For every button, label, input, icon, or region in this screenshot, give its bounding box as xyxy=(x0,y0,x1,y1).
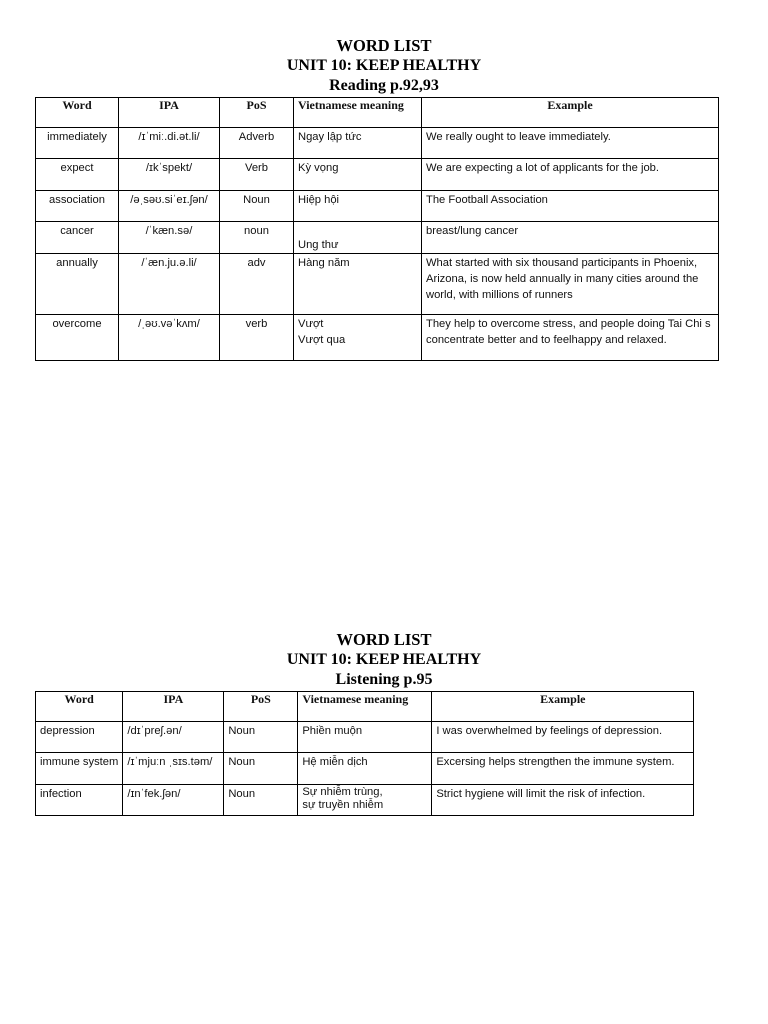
reading-word-table xyxy=(35,97,719,361)
pos-cell: Noun xyxy=(224,722,298,753)
example-cell: breast/lung cancer xyxy=(422,222,719,254)
header-word: Word xyxy=(36,692,123,722)
pos-cell: noun xyxy=(220,222,294,254)
word-cell: association xyxy=(36,191,119,222)
pos-cell: verb xyxy=(220,315,294,361)
meaning-cell: Ngay lập tức xyxy=(294,128,422,159)
table-row xyxy=(36,222,719,254)
header-pos: PoS xyxy=(224,692,298,722)
ipa-cell: /ˈkæn.sə/ xyxy=(119,222,220,254)
word-list-title: WORD LIST xyxy=(336,36,432,55)
header-example: Example xyxy=(432,692,694,722)
header-example: Example xyxy=(422,98,719,128)
meaning-cell: Phiền muộn xyxy=(298,722,432,753)
table-row xyxy=(36,722,694,753)
ipa-cell: /ɪˈmiː.di.ət.li/ xyxy=(119,128,220,159)
word-cell: expect xyxy=(36,159,119,191)
ipa-cell: /ɪˈmjuːn ˌsɪs.təm/ xyxy=(123,753,224,785)
pos-cell: Adverb xyxy=(220,128,294,159)
table-header-row xyxy=(36,98,719,128)
meaning-cell: Kỳ vọng xyxy=(294,159,422,191)
ipa-cell: /ˈæn.ju.ə.li/ xyxy=(119,254,220,315)
ipa-cell: /ɪkˈspekt/ xyxy=(119,159,220,191)
example-cell: Strict hygiene will limit the risk of infection. xyxy=(432,785,694,816)
header-ipa: IPA xyxy=(123,692,224,722)
table-row xyxy=(36,254,719,315)
pos-cell: Noun xyxy=(224,785,298,816)
word-cell: immune system xyxy=(36,753,123,785)
meaning-cell: Hàng năm xyxy=(294,254,422,315)
header-vietnamese-meaning: Vietnamese meaning xyxy=(294,98,422,128)
example-cell: Excersing helps strengthen the immune system. xyxy=(432,753,694,785)
table-row xyxy=(36,315,719,361)
word-cell: infection xyxy=(36,785,123,816)
pos-cell: Noun xyxy=(224,753,298,785)
example-cell: What started with six thousand participants in Phoenix, Arizona, is now held annually in many cities around the world, with millions of runners xyxy=(422,254,719,315)
word-cell: overcome xyxy=(36,315,119,361)
table-header-row xyxy=(36,692,694,722)
table-row xyxy=(36,753,694,785)
unit-title: UNIT 10: KEEP HEALTHY xyxy=(286,57,482,74)
header-vietnamese-meaning: Vietnamese meaning xyxy=(298,692,432,722)
example-cell: They help to overcome stress, and people doing Tai Chi s concentrate better and to feelhappy and relaxed. xyxy=(422,315,719,361)
meaning-cell: Hiệp hội xyxy=(294,191,422,222)
header-pos: PoS xyxy=(220,98,294,128)
listening-section-heading xyxy=(0,630,768,690)
header-ipa: IPA xyxy=(119,98,220,128)
example-cell: We really ought to leave immediately. xyxy=(422,128,719,159)
word-cell: annually xyxy=(36,254,119,315)
unit-title: UNIT 10: KEEP HEALTHY xyxy=(286,651,482,668)
table-row xyxy=(36,159,719,191)
pos-cell: Verb xyxy=(220,159,294,191)
ipa-cell: /dɪˈpreʃ.ən/ xyxy=(123,722,224,753)
example-cell: I was overwhelmed by feelings of depression. xyxy=(432,722,694,753)
reading-section-heading xyxy=(0,36,768,96)
example-cell: We are expecting a lot of applicants for the job. xyxy=(422,159,719,191)
listening-word-table xyxy=(35,691,694,816)
word-list-title: WORD LIST xyxy=(336,630,432,649)
ipa-cell: /ɪnˈfek.ʃən/ xyxy=(123,785,224,816)
word-cell: depression xyxy=(36,722,123,753)
word-cell: cancer xyxy=(36,222,119,254)
meaning-cell xyxy=(298,785,432,816)
word-cell: immediately xyxy=(36,128,119,159)
pos-cell: Noun xyxy=(220,191,294,222)
meaning-line-1: Vượt xyxy=(298,318,324,330)
pos-cell: adv xyxy=(220,254,294,315)
section-subtitle: Listening p.95 xyxy=(335,671,433,688)
meaning-cell xyxy=(294,315,422,361)
meaning-line-1: Sự nhiễm trùng, xyxy=(302,786,383,798)
meaning-line-2: sự truyền nhiễm xyxy=(302,799,384,811)
meaning-cell: Hệ miễn dịch xyxy=(298,753,432,785)
ipa-cell: /əˌsəʊ.siˈeɪ.ʃən/ xyxy=(119,191,220,222)
meaning-cell: Ung thư xyxy=(294,222,422,254)
table-row xyxy=(36,128,719,159)
ipa-cell: /ˌəʊ.vəˈkʌm/ xyxy=(119,315,220,361)
example-cell: The Football Association xyxy=(422,191,719,222)
meaning-line-2: Vượt qua xyxy=(298,334,346,346)
header-word: Word xyxy=(36,98,119,128)
section-subtitle: Reading p.92,93 xyxy=(329,77,439,94)
table-row xyxy=(36,191,719,222)
table-row xyxy=(36,785,694,816)
